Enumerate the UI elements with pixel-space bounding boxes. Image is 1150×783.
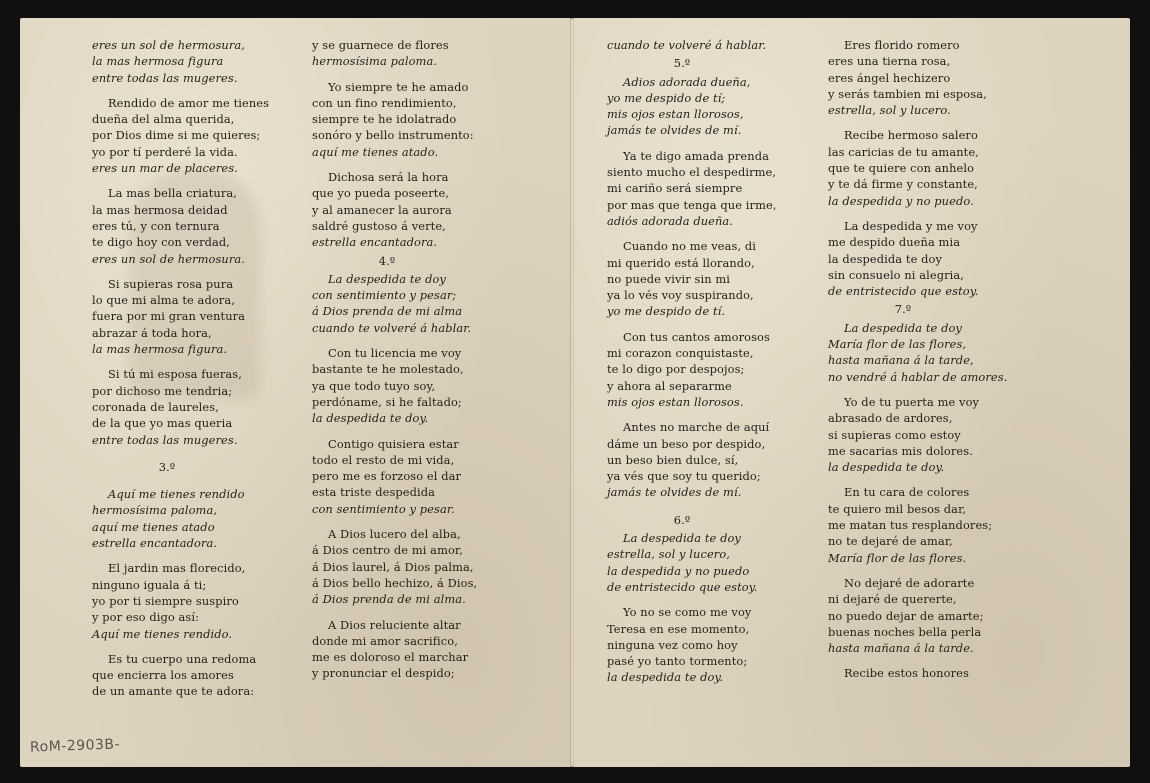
stanza-gap bbox=[828, 209, 1028, 218]
verse-line: Rendido de amor me tienes bbox=[108, 95, 270, 110]
verse-line: que te quiere con anhelo bbox=[828, 161, 975, 176]
stanza-gap bbox=[92, 477, 292, 486]
verse-line: A Dios reluciente altar bbox=[328, 617, 461, 632]
verse-line: donde mi amor sacrifico, bbox=[312, 633, 458, 648]
verse-line: de entristecido que estoy. bbox=[828, 284, 979, 299]
stanza-gap bbox=[607, 595, 807, 604]
stanza-gap bbox=[607, 229, 807, 238]
verse-line: Ya te digo amada prenda bbox=[623, 148, 769, 163]
verse-line: la mas hermosa figura bbox=[92, 54, 224, 69]
verse-line: te lo digo por despojos; bbox=[607, 362, 745, 377]
verse-line: perdóname, si he faltado; bbox=[312, 394, 462, 409]
verse-line: pero me es forzoso el dar bbox=[312, 469, 462, 484]
section-number: 4.º bbox=[378, 253, 396, 268]
verse-line: si supieras como estoy bbox=[828, 427, 961, 442]
verse-line: adiós adorada dueña. bbox=[607, 213, 734, 228]
verse-line: las caricias de tu amante, bbox=[828, 144, 979, 159]
verse-line: Adios adorada dueña, bbox=[623, 74, 751, 89]
verse-line: la despedida te doy. bbox=[828, 460, 945, 475]
section-number: 7.º bbox=[894, 302, 912, 317]
verse-line: dáme un beso por despido, bbox=[607, 436, 766, 451]
stanza-gap bbox=[92, 86, 292, 95]
verse-line: hermosísima paloma. bbox=[312, 54, 438, 69]
verse-line: por mas que tenga que irme, bbox=[607, 197, 777, 212]
verse-line: estrella, sol y lucero, bbox=[607, 547, 731, 562]
stanza-gap bbox=[828, 566, 1028, 575]
verse-line: saldré gustoso á verte, bbox=[312, 218, 446, 233]
verse-line: fuera por mi gran ventura bbox=[92, 309, 246, 324]
verse-line: por dichoso me tendria; bbox=[92, 383, 233, 398]
verse-line: eres ángel hechizero bbox=[828, 70, 951, 85]
verse-line: entre todas las mugeres. bbox=[92, 70, 238, 85]
verse-line: sin consuelo ni alegria, bbox=[828, 267, 965, 282]
verse-line: mi corazon conquistaste, bbox=[607, 346, 754, 361]
verse-line: eres tú, y con ternura bbox=[92, 218, 220, 233]
stanza-gap bbox=[312, 160, 512, 169]
verse-line: siento mucho el despedirme, bbox=[607, 165, 777, 180]
verse-line: Eres florido romero bbox=[844, 38, 960, 52]
verse-line: sonóro y bello instrumento: bbox=[312, 128, 474, 143]
verse-line: cuando te volveré á hablar. bbox=[312, 320, 472, 335]
verse-line: abrasado de ardores, bbox=[828, 411, 953, 426]
verse-line: buenas noches bella perla bbox=[828, 624, 982, 639]
verse-line: y serás tambien mi esposa, bbox=[828, 86, 987, 101]
verse-line: no puedo dejar de amarte; bbox=[828, 608, 984, 623]
verse-line: Dichosa será la hora bbox=[328, 170, 449, 185]
verse-line: un beso bien dulce, sí, bbox=[607, 452, 739, 467]
verse-line: Con tus cantos amorosos bbox=[623, 329, 770, 344]
verse-line: á Dios prenda de mi alma. bbox=[312, 592, 466, 607]
verse-line: no puede vivir sin mi bbox=[607, 271, 731, 286]
verse-line: la despedida te doy. bbox=[312, 411, 429, 426]
verse-line: me despido dueña mia bbox=[828, 235, 961, 250]
verse-line: por Dios dime si me quieres; bbox=[92, 128, 261, 143]
verse-line: Cuando no me veas, di bbox=[623, 239, 757, 254]
verse-line: yo por tí perderé la vida. bbox=[92, 144, 238, 159]
verse-line: con sentimiento y pesar. bbox=[312, 501, 455, 516]
verse-line: no vendré á hablar de amores. bbox=[828, 369, 1008, 384]
verse-line: aquí me tienes atado. bbox=[312, 144, 439, 159]
verse-line: Es tu cuerpo una redoma bbox=[108, 651, 257, 666]
verse-line: hasta mañana á la tarde. bbox=[828, 641, 974, 656]
verse-line: me matan tus resplandores; bbox=[828, 518, 993, 533]
stanza-gap bbox=[828, 475, 1028, 484]
verse-line: á Dios bello hechizo, á Dios, bbox=[312, 575, 478, 590]
stanza-gap bbox=[607, 410, 807, 419]
verse-line: que encierra los amores bbox=[92, 668, 234, 683]
verse-line: y se guarnece de flores bbox=[312, 38, 449, 52]
verse-line: mi querido está llorando, bbox=[607, 255, 755, 270]
verse-line: No dejaré de adorarte bbox=[844, 575, 975, 590]
verse-line: esta triste despedida bbox=[312, 485, 436, 500]
verse-line: ni dejaré de quererte, bbox=[828, 592, 957, 607]
verse-line: Aquí me tienes rendido bbox=[108, 487, 245, 502]
verse-line: dueña del alma querida, bbox=[92, 112, 235, 127]
verse-line: te quiero mil besos dar, bbox=[828, 501, 967, 516]
stanza-gap bbox=[312, 608, 512, 617]
verse-line: mis ojos estan llorosos. bbox=[607, 394, 744, 409]
verse-line: la despedida y no puedo bbox=[607, 563, 750, 578]
verse-line: Yo de tu puerta me voy bbox=[844, 394, 980, 409]
stanza-gap bbox=[92, 551, 292, 560]
verse-line: y te dá firme y constante, bbox=[828, 177, 978, 192]
stanza-gap bbox=[92, 176, 292, 185]
section-number: 6.º bbox=[673, 512, 691, 527]
verse-line: estrella, sol y lucero. bbox=[828, 103, 951, 118]
verse-line: mi cariño será siempre bbox=[607, 181, 743, 196]
verse-line: la mas hermosa deidad bbox=[92, 202, 228, 217]
verse-line: la despedida te doy bbox=[828, 251, 943, 266]
stanza-gap bbox=[312, 427, 512, 436]
verse-line: eres una tierna rosa, bbox=[828, 54, 951, 69]
stanza-gap bbox=[92, 357, 292, 366]
verse-line: Recibe estos honores bbox=[844, 666, 969, 681]
verse-line: jamás te olvides de mí. bbox=[607, 485, 742, 500]
verse-line: Contigo quisiera estar bbox=[328, 436, 459, 451]
verse-line: Recibe hermoso salero bbox=[844, 128, 978, 143]
poem-column-1 bbox=[92, 37, 292, 700]
poem-column-4 bbox=[828, 37, 1028, 682]
verse-line: la mas hermosa figura. bbox=[92, 342, 228, 357]
verse-line: y pronunciar el despido; bbox=[312, 666, 455, 681]
verse-line: todo el resto de mi vida, bbox=[312, 452, 455, 467]
verse-line: abrazar á toda hora, bbox=[92, 325, 212, 340]
verse-line: estrella encantadora. bbox=[92, 536, 218, 551]
verse-line: En tu cara de colores bbox=[844, 485, 970, 500]
verse-line: El jardin mas florecido, bbox=[108, 561, 246, 576]
verse-line: La mas bella criatura, bbox=[108, 186, 237, 201]
verse-line: A Dios lucero del alba, bbox=[328, 527, 461, 542]
stanza-gap bbox=[92, 448, 292, 457]
page-fold bbox=[570, 18, 574, 767]
verse-line: pasé yo tanto tormento; bbox=[607, 654, 748, 669]
verse-line: cuando te volveré á hablar. bbox=[607, 38, 767, 52]
verse-line: hermosísima paloma, bbox=[92, 503, 218, 518]
verse-line: hasta mañana á la tarde, bbox=[828, 353, 974, 368]
verse-line: La despedida y me voy bbox=[844, 218, 978, 233]
verse-line: ya vés que soy tu querido; bbox=[607, 469, 761, 484]
stanza-gap bbox=[828, 656, 1028, 665]
verse-line: la despedida te doy. bbox=[607, 670, 724, 685]
verse-line: que yo pueda poseerte, bbox=[312, 186, 450, 201]
verse-line: siempre te he idolatrado bbox=[312, 112, 457, 127]
verse-line: yo me despido de tí. bbox=[607, 304, 726, 319]
verse-line: eres un sol de hermosura. bbox=[92, 251, 246, 266]
verse-line: María flor de las flores, bbox=[828, 337, 967, 352]
verse-line: La despedida te doy bbox=[844, 320, 962, 335]
verse-line: yo por ti siempre suspiro bbox=[92, 593, 239, 608]
verse-line: mis ojos estan llorosos, bbox=[607, 107, 744, 122]
verse-line: me sacarias mis dolores. bbox=[828, 443, 973, 458]
stanza-gap bbox=[92, 267, 292, 276]
verse-line: de un amante que te adora: bbox=[92, 684, 255, 699]
shelfmark-annotation: RoM-2903B- bbox=[29, 736, 121, 756]
stanza-gap bbox=[312, 336, 512, 345]
verse-line: y por eso digo así: bbox=[92, 610, 200, 625]
verse-line: Si supieras rosa pura bbox=[108, 276, 234, 291]
verse-line: no te dejaré de amar, bbox=[828, 534, 953, 549]
verse-line: jamás te olvides de mí. bbox=[607, 123, 742, 138]
verse-line: me es doloroso el marchar bbox=[312, 650, 469, 665]
verse-line: ninguno iguala á ti; bbox=[92, 577, 207, 592]
stanza-gap bbox=[828, 385, 1028, 394]
poem-column-2 bbox=[312, 37, 512, 682]
verse-line: Con tu licencia me voy bbox=[328, 346, 462, 361]
verse-line: con un fino rendimiento, bbox=[312, 95, 457, 110]
verse-line: La despedida te doy bbox=[623, 531, 741, 546]
verse-line: y al amanecer la aurora bbox=[312, 202, 452, 217]
stanza-gap bbox=[607, 501, 807, 510]
verse-line: ya que todo tuyo soy, bbox=[312, 378, 436, 393]
section-number: 3.º bbox=[158, 459, 176, 474]
verse-line: María flor de las flores. bbox=[828, 550, 967, 565]
verse-line: Teresa en ese momento, bbox=[607, 621, 750, 636]
verse-line: á Dios prenda de mi alma bbox=[312, 304, 463, 319]
verse-line: Antes no marche de aquí bbox=[623, 420, 770, 435]
stanza-gap bbox=[828, 118, 1028, 127]
stanza-gap bbox=[607, 139, 807, 148]
poem-column-3 bbox=[607, 37, 807, 686]
stanza-gap bbox=[312, 517, 512, 526]
stanza-gap bbox=[312, 70, 512, 79]
verse-line: de entristecido que estoy. bbox=[607, 579, 758, 594]
verse-line: aquí me tienes atado bbox=[92, 519, 215, 534]
verse-line: Yo siempre te he amado bbox=[328, 79, 469, 94]
verse-line: lo que mi alma te adora, bbox=[92, 293, 235, 308]
verse-line: eres un sol de hermosura, bbox=[92, 38, 246, 52]
verse-line: ninguna vez como hoy bbox=[607, 637, 738, 652]
verse-line: con sentimiento y pesar; bbox=[312, 288, 457, 303]
verse-line: de la que yo mas queria bbox=[92, 416, 233, 431]
verse-line: Yo no se como me voy bbox=[623, 605, 752, 620]
verse-line: yo me despido de tí; bbox=[607, 90, 726, 105]
verse-line: y ahora al separarme bbox=[607, 378, 732, 393]
verse-line: á Dios laurel, á Dios palma, bbox=[312, 559, 474, 574]
verse-line: á Dios centro de mi amor, bbox=[312, 543, 463, 558]
verse-line: ya lo vés voy suspirando, bbox=[607, 288, 754, 303]
verse-line: La despedida te doy bbox=[328, 271, 446, 286]
verse-line: Si tú mi esposa fueras, bbox=[108, 367, 242, 382]
verse-line: eres un mar de placeres. bbox=[92, 161, 238, 176]
verse-line: estrella encantadora. bbox=[312, 235, 438, 250]
verse-line: coronada de laureles, bbox=[92, 399, 219, 414]
stanza-gap bbox=[607, 320, 807, 329]
verse-line: te digo hoy con verdad, bbox=[92, 235, 231, 250]
verse-line: entre todas las mugeres. bbox=[92, 432, 238, 447]
verse-line: Aquí me tienes rendido. bbox=[92, 626, 233, 641]
section-number: 5.º bbox=[673, 56, 691, 71]
stanza-gap bbox=[92, 642, 292, 651]
verse-line: bastante te he molestado, bbox=[312, 362, 464, 377]
verse-line: la despedida y no puedo. bbox=[828, 193, 974, 208]
